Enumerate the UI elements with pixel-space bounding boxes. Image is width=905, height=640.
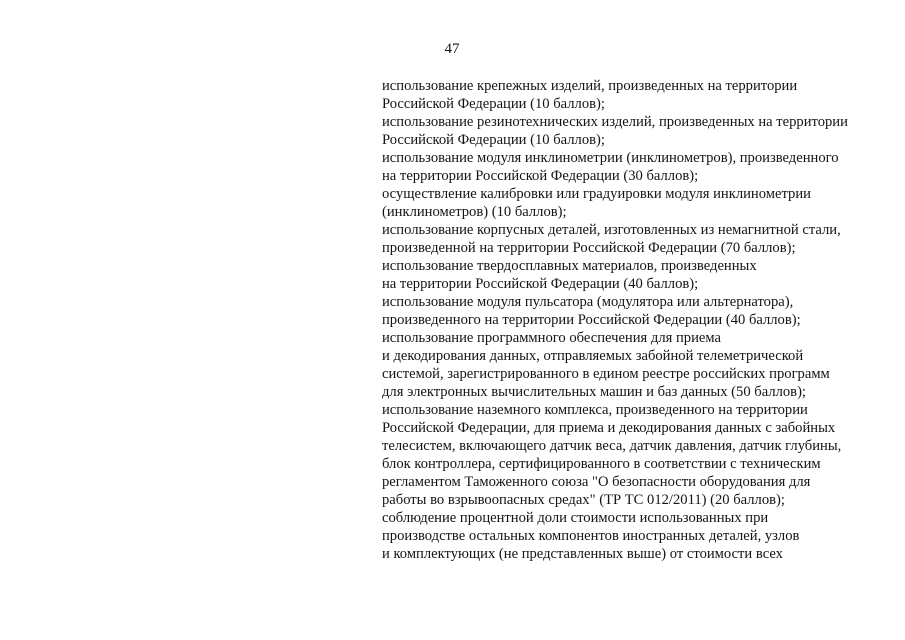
text-line: Российской Федерации (10 баллов); bbox=[382, 132, 605, 148]
text-line: и декодирования данных, отправляемых забойной телеметрической bbox=[382, 348, 804, 364]
text-line: Российской Федерации, для приема и декодирования данных с забойных bbox=[382, 420, 836, 436]
text-line: Российской Федерации (10 баллов); bbox=[382, 96, 605, 112]
document-body bbox=[382, 77, 882, 563]
text-line: использование программного обеспечения для приема bbox=[382, 330, 721, 346]
text-line: использование твердосплавных материалов, произведенных bbox=[382, 258, 757, 274]
text-line: произведенного на территории Российской Федерации (40 баллов); bbox=[382, 312, 801, 328]
text-line: телесистем, включающего датчик веса, датчик давления, датчик глубины, bbox=[382, 438, 842, 454]
text-line: на территории Российской Федерации (30 баллов); bbox=[382, 168, 699, 184]
text-line: (инклинометров) (10 баллов); bbox=[382, 204, 567, 220]
text-line: работы во взрывоопасных средах" (ТР ТС 012/2011) (20 баллов); bbox=[382, 492, 785, 508]
text-line: использование наземного комплекса, произведенного на территории bbox=[382, 402, 808, 418]
text-line: блок контроллера, сертифицированного в соответствии с техническим bbox=[382, 456, 821, 472]
text-line: использование корпусных деталей, изготовленных из немагнитной стали, bbox=[382, 222, 841, 238]
text-line: и комплектующих (не представленных выше) от стоимости всех bbox=[382, 546, 783, 562]
text-line: производстве остальных компонентов иностранных деталей, узлов bbox=[382, 528, 800, 544]
page-number: 47 bbox=[444, 41, 460, 57]
text-line: регламентом Таможенного союза "О безопасности оборудования для bbox=[382, 474, 811, 490]
text-line: использование крепежных изделий, произведенных на территории bbox=[382, 78, 798, 94]
text-line: на территории Российской Федерации (40 баллов); bbox=[382, 276, 699, 292]
text-line: соблюдение процентной доли стоимости использованных при bbox=[382, 510, 769, 526]
text-line: системой, зарегистрированного в едином реестре российских программ bbox=[382, 366, 830, 382]
text-line: осуществление калибровки или градуировки модуля инклинометрии bbox=[382, 186, 811, 202]
text-line: произведенной на территории Российской Федерации (70 баллов); bbox=[382, 240, 796, 256]
text-line: использование резинотехнических изделий, произведенных на территории bbox=[382, 114, 848, 130]
text-line: для электронных вычислительных машин и баз данных (50 баллов); bbox=[382, 384, 806, 400]
text-line: использование модуля инклинометрии (инклинометров), произведенного bbox=[382, 150, 839, 166]
text-line: использование модуля пульсатора (модулятора или альтернатора), bbox=[382, 294, 794, 310]
